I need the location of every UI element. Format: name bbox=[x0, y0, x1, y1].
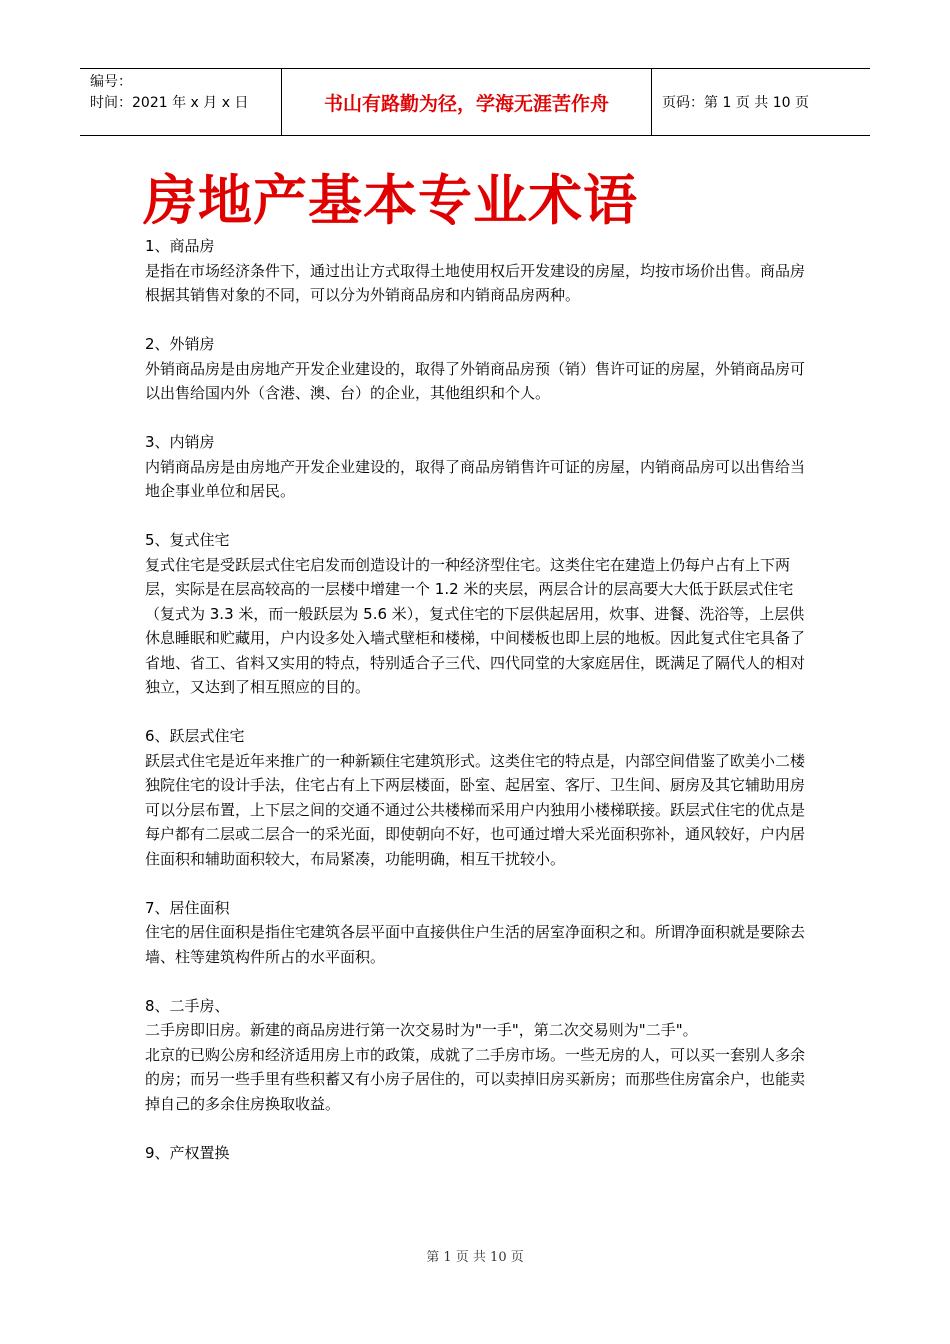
section-heading: 2、外销房 bbox=[145, 335, 215, 353]
section-paragraph: 二手房即旧房。新建的商品房进行第一次交易时为"一手"，第二次交易则为"二手"。 bbox=[145, 1021, 698, 1039]
section-paragraph: 北京的已购公房和经济适用房上市的政策，成就了二手房市场。一些无房的人，可以买一套别人多余的房；而另一些手里有些积蓄又有小房子居住的，可以卖掉旧房买新房；而那些住房富余户，也能卖掉自己的多余住房换取收益。 bbox=[145, 1045, 806, 1113]
document-number: 编号： bbox=[90, 74, 132, 90]
document-body bbox=[145, 234, 810, 1190]
term-section bbox=[145, 994, 810, 1117]
header-motto: 书山有路勤为径，学海无涯苦作舟 bbox=[282, 69, 652, 135]
section-heading: 7、居住面积 bbox=[145, 898, 230, 917]
section-heading: 9、产权置换 bbox=[145, 1143, 230, 1162]
section-paragraph: 内销商品房是由房地产开发企业建设的，取得了商品房销售许可证的房屋，内销商品房可以出售给当地企事业单位和居民。 bbox=[145, 457, 806, 500]
document-time: 时间：2021 年 x 月 x 日 bbox=[90, 95, 249, 111]
section-heading: 8、二手房、 bbox=[145, 996, 230, 1015]
header-meta bbox=[80, 69, 282, 135]
section-heading: 1、商品房 bbox=[145, 237, 215, 255]
section-paragraph: 外销商品房是由房地产开发企业建设的，取得了外销商品房预（销）售许可证的房屋，外销商品房可以出售给国内外（含港、澳、台）的企业，其他组织和个人。 bbox=[145, 359, 806, 402]
term-section bbox=[145, 430, 810, 504]
section-paragraph: 跃层式住宅是近年来推广的一种新颖住宅建筑形式。这类住宅的特点是，内部空间借鉴了欧美小二楼独院住宅的设计手法，住宅占有上下两层楼面，卧室、起居室、客厅、卫生间、厨房及其它辅助用房可以分层布置，上下层之间的交通不通过公共楼梯而采用户内独用小楼梯联接。跃层式住宅的优点是每户都有二层或二层合一的采光面，即使朝向不好，也可通过增大采光面积弥补，通风较好，户内居住面积和辅助面积较大，布局紧凑，功能明确，相互干扰较小。 bbox=[145, 751, 806, 868]
section-heading: 6、跃层式住宅 bbox=[145, 727, 245, 745]
section-paragraph: 复式住宅是受跃层式住宅启发而创造设计的一种经济型住宅。这类住宅在建造上仍每户占有上下两层，实际是在层高较高的一层楼中增建一个 1.2 米的夹层，两层合计的层高要大大低于跃层式住宅（复式为 3.3 米，而一般跃层为 5.6 米），复式住宅的下层供起居用，炊事、进餐、洗浴等，上层供休息睡眠和贮藏用，户内设多处入墙式壁柜和楼梯，中间楼板也即上层的地板。因此复式住宅具备了省地、省工、省料又实用的特点，特别适合子三代、四代同堂的大家庭居住，既满足了隔代人的相对独立，又达到了相互照应的目的。 bbox=[145, 555, 806, 696]
section-heading: 5、复式住宅 bbox=[145, 531, 230, 549]
header-page-number: 页码：第 1 页 共 10 页 bbox=[662, 95, 809, 111]
section-paragraph: 是指在市场经济条件下，通过出让方式取得土地使用权后开发建设的房屋，均按市场价出售。商品房根据其销售对象的不同，可以分为外销商品房和内销商品房两种。 bbox=[145, 261, 806, 304]
term-section bbox=[145, 1141, 810, 1166]
section-paragraph: 住宅的居住面积是指住宅建筑各层平面中直接供住户生活的居室净面积之和。所谓净面积就是要除去墙、柱等建筑构件所占的水平面积。 bbox=[145, 923, 806, 966]
document-header bbox=[80, 68, 870, 136]
document-title: 房地产基本专业术语 bbox=[143, 169, 638, 232]
page-footer: 第 1 页 共 10 页 bbox=[426, 1250, 524, 1265]
term-section bbox=[145, 896, 810, 970]
term-section bbox=[145, 332, 810, 406]
term-section bbox=[145, 234, 810, 308]
term-section bbox=[145, 724, 810, 871]
term-section bbox=[145, 528, 810, 700]
section-heading: 3、内销房 bbox=[145, 433, 215, 451]
